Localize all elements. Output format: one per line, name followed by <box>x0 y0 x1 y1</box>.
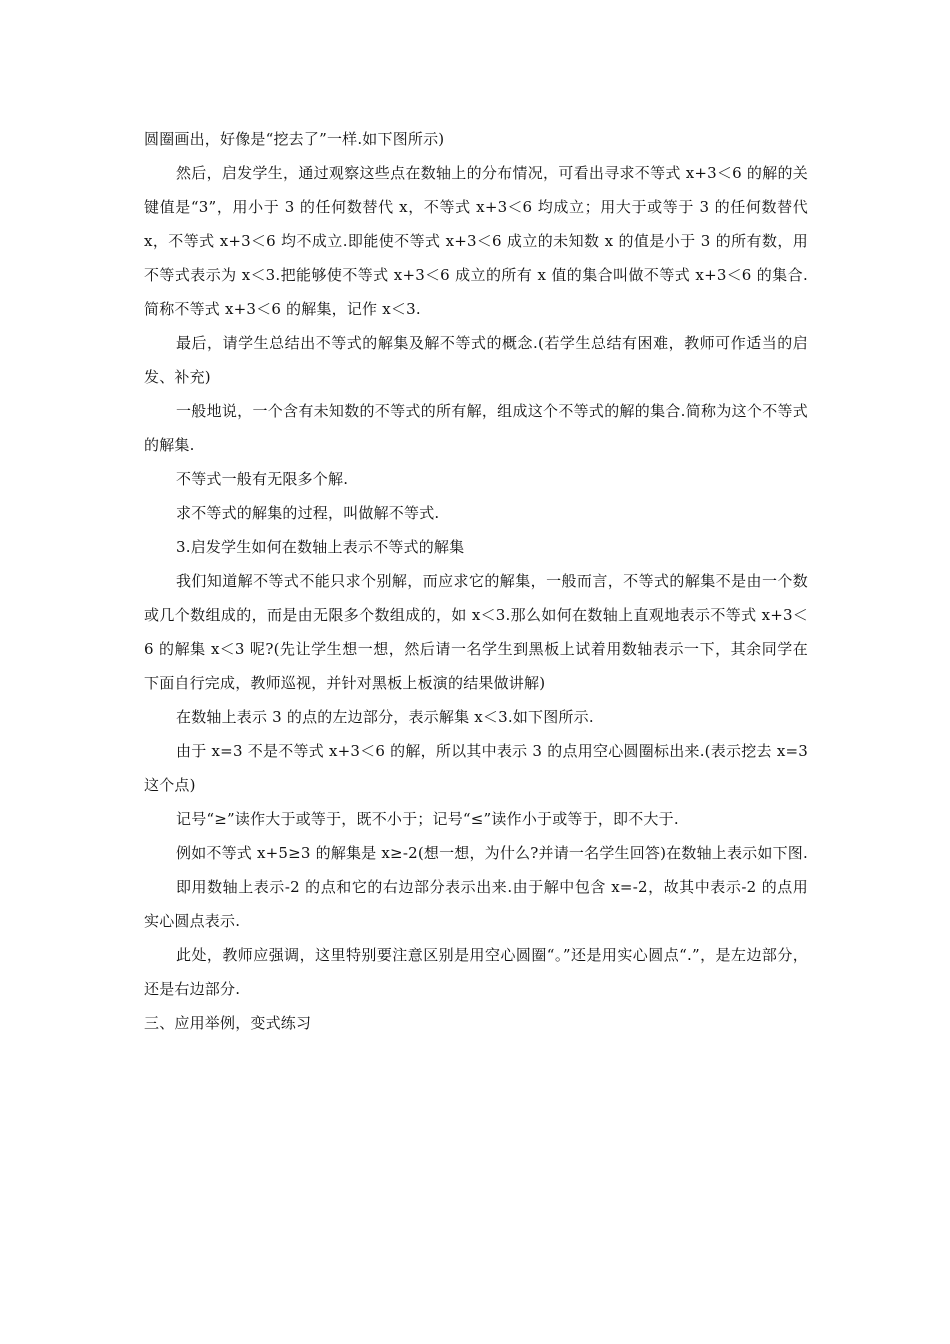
paragraph-solving-definition: 求不等式的解集的过程，叫做解不等式. <box>176 504 440 522</box>
section-heading-number-line: 3.启发学生如何在数轴上表示不等式的解集 <box>176 538 465 556</box>
paragraph-example: 例如不等式 x+5≥3 的解集是 x≥-2(想一想，为什么?并请一名学生回答)在数轴上表示如下图. <box>176 844 808 862</box>
paragraph-hollow-circle: 由于 x=3 不是不等式 x+3＜6 的解，所以其中表示 3 的点用空心圆圈标出来.(表示挖去 x=3 这个点) <box>144 742 808 794</box>
paragraph-key-value: 然后，启发学生，通过观察这些点在数轴上的分布情况，可看出寻求不等式 x+3＜6 的解的关键值是“3”，用小于 3 的任何数替代 x，不等式 x+3＜6 均成立；用大于或等于 3 的任何数替代 x，不等式 x+3＜6 均不成立.即能使不等式 x+3＜6 成立的未知数 x 的值是小于 3 的所有数，用不等式表示为 x＜3.把能够使不等式 x+3＜6 成立的所有 x 值的集合叫做不等式 x+3＜6 的集合.简称不等式 x+3＜6 的解集，记作 x＜3. <box>144 164 808 318</box>
document-body <box>144 122 808 1040</box>
paragraph-solution-set-definition: 一般地说，一个含有未知数的不等式的所有解，组成这个不等式的解的集合.简称为这个不等式的解集. <box>144 402 808 454</box>
paragraph-emphasis: 此处，教师应强调，这里特别要注意区别是用空心圆圈“。”还是用实心圆点“.”，是左边部分，还是右边部分. <box>144 946 808 998</box>
paragraph-number-line-intro: 我们知道解不等式不能只求个别解，而应求它的解集，一般而言，不等式的解集不是由一个数或几个数组成的，而是由无限多个数组成的，如 x＜3.那么如何在数轴上直观地表示不等式 x+3＜6 的解集 x＜3 呢?(先让学生想一想，然后请一名学生到黑板上试着用数轴表示一下，其余同学在下面自行完成，教师巡视，并针对黑板上板演的结果做讲解) <box>144 572 808 692</box>
paragraph-infinite-solutions: 不等式一般有无限多个解. <box>176 470 349 488</box>
section-heading-applications: 三、应用举例，变式练习 <box>144 1014 312 1032</box>
paragraph-summary-prompt: 最后，请学生总结出不等式的解集及解不等式的概念.(若学生总结有困难，教师可作适当的启发、补充) <box>144 334 808 386</box>
paragraph-symbols: 记号“≥”读作大于或等于，既不小于；记号“≤”读作小于或等于，即不大于. <box>176 810 679 828</box>
paragraph-solid-dot: 即用数轴上表示-2 的点和它的右边部分表示出来.由于解中包含 x=-2，故其中表示-2 的点用实心圆点表示. <box>144 878 808 930</box>
paragraph-continuation: 圆圈画出，好像是“挖去了”一样.如下图所示) <box>144 130 445 148</box>
paragraph-left-part: 在数轴上表示 3 的点的左边部分，表示解集 x＜3.如下图所示. <box>176 708 594 726</box>
